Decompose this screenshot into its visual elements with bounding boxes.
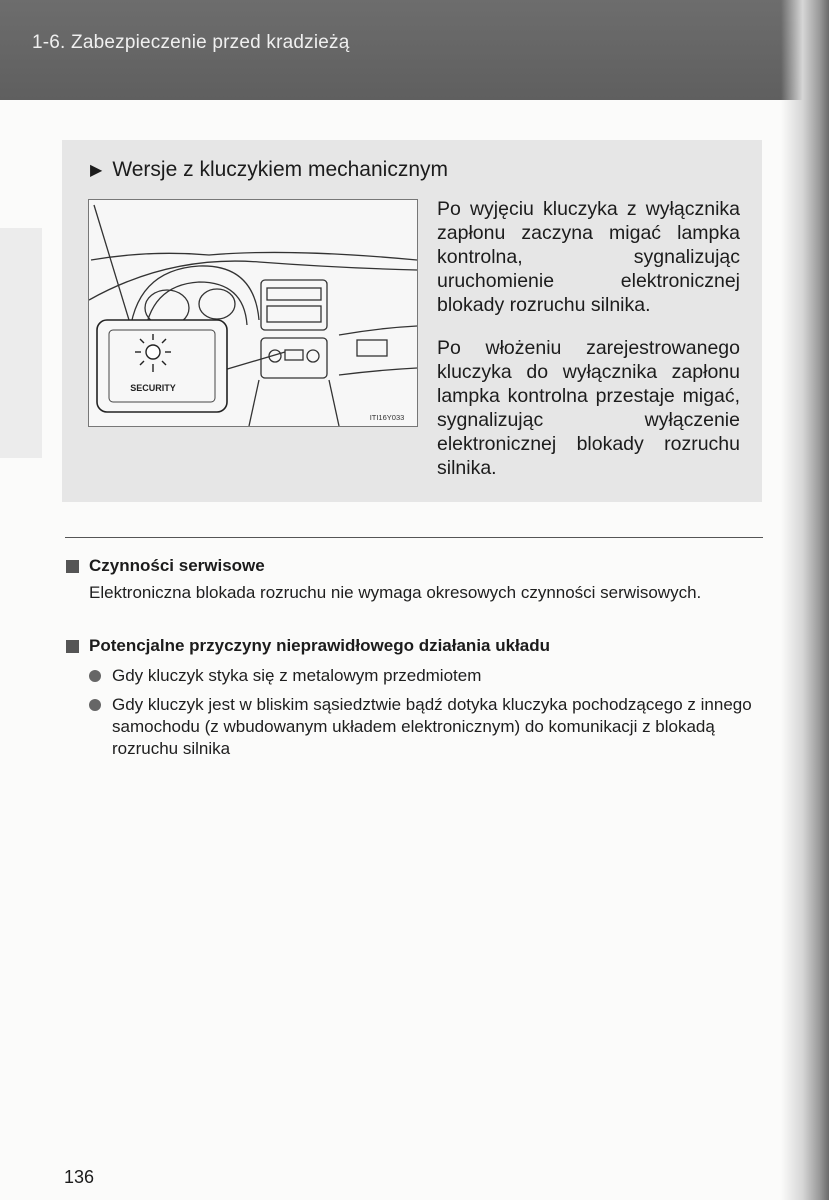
square-marker-icon: [66, 640, 79, 653]
bullet-dot-icon: [89, 699, 101, 711]
illustration-code: ITI16Y033: [369, 413, 405, 422]
security-label: SECURITY: [130, 383, 176, 393]
list-item: Gdy kluczyk jest w bliskim sąsiedztwie bądź dotyka kluczyka pochodzącego z innego samochodu (z wbudowanym układem elektronicznym) do komunikacji z blokadą rozruchu silnika: [89, 694, 765, 760]
margin-tab: [0, 228, 42, 458]
page-edge-shadow: [781, 0, 829, 1200]
dashboard-illustration: [88, 199, 418, 427]
square-marker-icon: [66, 560, 79, 573]
section-service: [66, 556, 766, 604]
bullet-dot-icon: [89, 670, 101, 682]
box-title: [90, 158, 448, 182]
section-heading: Czynności serwisowe: [66, 556, 766, 576]
box-paragraph-1: Po wyjęciu kluczyka z wyłącznika zapłonu zaczyna migać lampka kontrolna, sygnalizując uruchomienie elektronicznej blokady rozruchu silnika.: [437, 198, 740, 316]
section-causes: [66, 636, 766, 656]
box-title-text: Wersje z kluczykiem mechanicznym: [112, 158, 449, 181]
section-divider: [65, 537, 763, 538]
page-header: [0, 0, 829, 100]
box-paragraph-2: Po włożeniu zarejestrowanego kluczyka do wyłącznika zapłonu lampka kontrolna przestaje migać, sygnalizując wyłączenie elektronicznej blokady rozruchu silnika.: [437, 337, 740, 479]
chapter-title: 1-6. Zabezpieczenie przed kradzieżą: [32, 32, 350, 53]
section-body: Elektroniczna blokada rozruchu nie wymaga okresowych czynności serwisowych.: [89, 583, 702, 602]
triangle-bullet-icon: ▶: [90, 162, 103, 179]
list-item: Gdy kluczyk styka się z metalowym przedmiotem: [89, 665, 765, 687]
section-heading: Potencjalne przyczyny nieprawidłowego działania układu: [66, 636, 766, 656]
page-number: 136: [64, 1167, 95, 1187]
